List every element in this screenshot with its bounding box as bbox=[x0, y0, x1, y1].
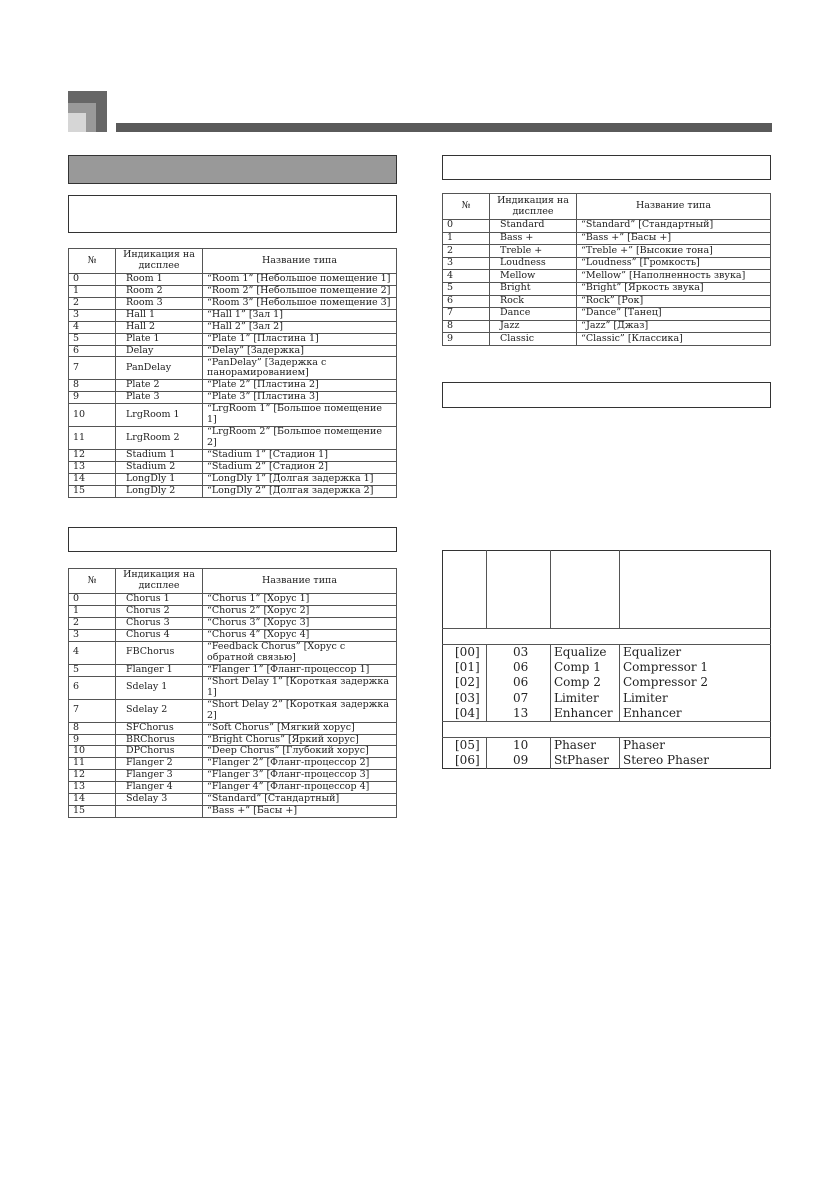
fx-group-1-rows bbox=[443, 645, 771, 722]
row-number: 14 bbox=[69, 794, 116, 806]
fx-display-name: Comp 1 bbox=[551, 660, 620, 675]
table-row bbox=[69, 392, 397, 404]
row-display-name: Classic bbox=[490, 333, 577, 346]
fx-row bbox=[443, 738, 771, 754]
row-number: 9 bbox=[69, 392, 116, 404]
row-display-name: Room 3 bbox=[116, 297, 203, 309]
row-type-name: “Rock” [Рок] bbox=[577, 295, 771, 308]
row-type-name: “Feedback Chorus” [Хорус с обратной связью] bbox=[203, 641, 397, 664]
row-number: 8 bbox=[69, 722, 116, 734]
row-type-name: “Bass +” [Басы +] bbox=[577, 232, 771, 245]
row-display-name: Flanger 4 bbox=[116, 782, 203, 794]
row-display-name: Plate 3 bbox=[116, 392, 203, 404]
row-display-name: Room 1 bbox=[116, 274, 203, 286]
row-number: 14 bbox=[69, 473, 116, 485]
row-number: 3 bbox=[69, 309, 116, 321]
row-display-name: Plate 1 bbox=[116, 333, 203, 345]
table-row bbox=[443, 257, 771, 270]
row-number: 4 bbox=[69, 321, 116, 333]
table-row bbox=[69, 664, 397, 676]
row-display-name: Hall 1 bbox=[116, 309, 203, 321]
reverb-section-heading bbox=[68, 155, 397, 184]
col-header-type-name: Название типа bbox=[203, 569, 397, 594]
row-number: 7 bbox=[443, 308, 490, 321]
table-row bbox=[69, 345, 397, 357]
reverb-rows bbox=[69, 274, 397, 498]
table-row bbox=[69, 641, 397, 664]
table-row bbox=[443, 320, 771, 333]
header-rule bbox=[116, 123, 772, 132]
row-type-name: “Bright” [Яркость звука] bbox=[577, 282, 771, 295]
fx-full-name: Equalizer bbox=[620, 645, 771, 661]
row-display-name: LrgRoom 2 bbox=[116, 427, 203, 450]
row-display-name: LrgRoom 1 bbox=[116, 404, 203, 427]
row-number: 4 bbox=[443, 270, 490, 283]
row-display-name: PanDelay bbox=[116, 357, 203, 380]
fx-value: 07 bbox=[487, 691, 551, 706]
table-row bbox=[69, 285, 397, 297]
row-number: 15 bbox=[69, 485, 116, 497]
table-row bbox=[69, 722, 397, 734]
row-type-name: “LrgRoom 1” [Большое помещение 1] bbox=[203, 404, 397, 427]
row-type-name: “Treble +” [Высокие тона] bbox=[577, 245, 771, 258]
col-header-type-name: Название типа bbox=[577, 194, 771, 220]
row-type-name: “Loudness” [Громкость] bbox=[577, 257, 771, 270]
table-row bbox=[443, 282, 771, 295]
row-number: 12 bbox=[69, 449, 116, 461]
row-display-name: Treble + bbox=[490, 245, 577, 258]
table-row bbox=[69, 605, 397, 617]
table-row bbox=[69, 321, 397, 333]
row-type-name: “Stadium 1” [Стадион 1] bbox=[203, 449, 397, 461]
row-display-name: Plate 2 bbox=[116, 380, 203, 392]
row-number: 5 bbox=[69, 664, 116, 676]
row-type-name: “Standard” [Стандартный] bbox=[203, 794, 397, 806]
fx-row bbox=[443, 645, 771, 661]
row-type-name: “LongDly 1” [Долгая задержка 1] bbox=[203, 473, 397, 485]
row-display-name: Dance bbox=[490, 308, 577, 321]
fx-number: [02] bbox=[455, 675, 480, 690]
fx-number: [03] bbox=[455, 690, 480, 705]
dsp-section-heading bbox=[442, 382, 771, 408]
fx-header-cell bbox=[551, 551, 620, 629]
row-number: 3 bbox=[443, 257, 490, 270]
row-type-name: “Chorus 4” [Хорус 4] bbox=[203, 629, 397, 641]
fx-header-cell bbox=[443, 551, 487, 629]
table-row bbox=[443, 333, 771, 346]
row-display-name: Hall 2 bbox=[116, 321, 203, 333]
row-display-name: LongDly 2 bbox=[116, 485, 203, 497]
table-row bbox=[69, 734, 397, 746]
fx-row bbox=[443, 753, 771, 769]
row-type-name: “Short Delay 1” [Короткая задержка 1] bbox=[203, 676, 397, 699]
row-number: 0 bbox=[69, 274, 116, 286]
table-row bbox=[443, 220, 771, 233]
reverb-subheading-box bbox=[68, 195, 397, 233]
fx-display-name: Comp 2 bbox=[551, 675, 620, 690]
header-corner-block-light bbox=[68, 113, 86, 132]
table-row bbox=[69, 758, 397, 770]
table-row bbox=[69, 699, 397, 722]
row-number: 9 bbox=[69, 734, 116, 746]
row-number: 6 bbox=[69, 676, 116, 699]
row-display-name: Stadium 1 bbox=[116, 449, 203, 461]
fx-header-cell bbox=[487, 551, 551, 629]
table-row bbox=[69, 770, 397, 782]
table-row bbox=[69, 449, 397, 461]
row-display-name: BRChorus bbox=[116, 734, 203, 746]
row-display-name: Stadium 2 bbox=[116, 461, 203, 473]
row-type-name: “Room 3” [Небольшое помещение 3] bbox=[203, 297, 397, 309]
row-display-name bbox=[116, 806, 203, 818]
row-type-name: “Flanger 2” [Фланг-процессор 2] bbox=[203, 758, 397, 770]
fx-value: 10 bbox=[487, 738, 551, 754]
row-type-name: “Standard” [Стандартный] bbox=[577, 220, 771, 233]
row-type-name: “LongDly 2” [Долгая задержка 2] bbox=[203, 485, 397, 497]
row-display-name: DPChorus bbox=[116, 746, 203, 758]
fx-display-name: Phaser bbox=[551, 738, 620, 754]
row-number: 13 bbox=[69, 782, 116, 794]
table-row bbox=[69, 461, 397, 473]
row-display-name: Flanger 3 bbox=[116, 770, 203, 782]
fx-full-name: Enhancer bbox=[620, 706, 771, 722]
chorus-rows bbox=[69, 594, 397, 818]
row-number: 7 bbox=[69, 357, 116, 380]
row-type-name: “Chorus 3” [Хорус 3] bbox=[203, 617, 397, 629]
table-row bbox=[69, 309, 397, 321]
row-number: 11 bbox=[69, 427, 116, 450]
reverb-type-table bbox=[68, 248, 397, 498]
dsp-effects-table bbox=[442, 550, 771, 769]
row-type-name: “Plate 2” [Пластина 2] bbox=[203, 380, 397, 392]
row-display-name: Chorus 2 bbox=[116, 605, 203, 617]
row-number: 10 bbox=[69, 404, 116, 427]
col-header-display: Индикация на дисплее bbox=[116, 569, 203, 594]
table-row bbox=[69, 806, 397, 818]
row-type-name: “Deep Chorus” [Глубокий хорус] bbox=[203, 746, 397, 758]
fx-full-name: Compressor 1 bbox=[620, 660, 771, 675]
table-row bbox=[443, 308, 771, 321]
row-number: 8 bbox=[69, 380, 116, 392]
table-row bbox=[69, 333, 397, 345]
table-row bbox=[69, 794, 397, 806]
row-type-name: “LrgRoom 2” [Большое помещение 2] bbox=[203, 427, 397, 450]
fx-display-name: StPhaser bbox=[551, 753, 620, 769]
fx-value: 06 bbox=[487, 675, 551, 690]
row-type-name: “PanDelay” [Задержка с панорамированием] bbox=[203, 357, 397, 380]
row-type-name: “Soft Chorus” [Мягкий хорус] bbox=[203, 722, 397, 734]
row-number: 11 bbox=[69, 758, 116, 770]
row-number: 7 bbox=[69, 699, 116, 722]
fx-full-name: Compressor 2 bbox=[620, 675, 771, 690]
row-type-name: “Delay” [Задержка] bbox=[203, 345, 397, 357]
row-display-name: Standard bbox=[490, 220, 577, 233]
fx-full-name: Phaser bbox=[620, 738, 771, 754]
row-type-name: “Jazz” [Джаз] bbox=[577, 320, 771, 333]
fx-full-name: Limiter bbox=[620, 691, 771, 706]
col-header-number: № bbox=[69, 569, 116, 594]
fx-number: [06] bbox=[455, 753, 480, 768]
row-type-name: “Flanger 4” [Фланг-процессор 4] bbox=[203, 782, 397, 794]
fx-value: 03 bbox=[487, 645, 551, 661]
row-number: 3 bbox=[69, 629, 116, 641]
row-number: 1 bbox=[443, 232, 490, 245]
row-display-name: LongDly 1 bbox=[116, 473, 203, 485]
row-number: 8 bbox=[443, 320, 490, 333]
row-display-name: Chorus 4 bbox=[116, 629, 203, 641]
table-row bbox=[69, 594, 397, 606]
row-display-name: Loudness bbox=[490, 257, 577, 270]
table-row bbox=[69, 782, 397, 794]
row-number: 1 bbox=[69, 605, 116, 617]
fx-display-name: Enhancer bbox=[551, 706, 620, 722]
fx-group-divider bbox=[443, 722, 771, 738]
row-number: 5 bbox=[443, 282, 490, 295]
row-type-name: “Bass +” [Басы +] bbox=[203, 806, 397, 818]
row-display-name: Room 2 bbox=[116, 285, 203, 297]
row-display-name: Bass + bbox=[490, 232, 577, 245]
row-display-name: Chorus 3 bbox=[116, 617, 203, 629]
table-row bbox=[443, 232, 771, 245]
fx-display-name: Limiter bbox=[551, 691, 620, 706]
row-type-name: “Chorus 1” [Хорус 1] bbox=[203, 594, 397, 606]
row-type-name: “Hall 2” [Зал 2] bbox=[203, 321, 397, 333]
fx-value: 09 bbox=[487, 753, 551, 769]
table-row bbox=[69, 404, 397, 427]
fx-header-cell bbox=[620, 551, 771, 629]
table-row bbox=[69, 676, 397, 699]
row-number: 2 bbox=[69, 297, 116, 309]
row-type-name: “Classic” [Классика] bbox=[577, 333, 771, 346]
fx-value: 06 bbox=[487, 660, 551, 675]
row-number: 6 bbox=[443, 295, 490, 308]
table-row bbox=[69, 485, 397, 497]
col-header-number: № bbox=[69, 249, 116, 274]
row-number: 2 bbox=[69, 617, 116, 629]
fx-row bbox=[443, 660, 771, 675]
row-display-name: Mellow bbox=[490, 270, 577, 283]
row-type-name: “Plate 1” [Пластина 1] bbox=[203, 333, 397, 345]
row-type-name: “Short Delay 2” [Короткая задержка 2] bbox=[203, 699, 397, 722]
table-row bbox=[69, 380, 397, 392]
fx-row bbox=[443, 675, 771, 690]
row-display-name: Bright bbox=[490, 282, 577, 295]
table-row bbox=[69, 473, 397, 485]
row-type-name: “Hall 1” [Зал 1] bbox=[203, 309, 397, 321]
chorus-section-heading bbox=[68, 527, 397, 552]
row-type-name: “Mellow” [Наполненность звука] bbox=[577, 270, 771, 283]
row-display-name: FBChorus bbox=[116, 641, 203, 664]
row-type-name: “Stadium 2” [Стадион 2] bbox=[203, 461, 397, 473]
table-row bbox=[443, 295, 771, 308]
row-display-name: Chorus 1 bbox=[116, 594, 203, 606]
row-display-name: Sdelay 3 bbox=[116, 794, 203, 806]
row-type-name: “Plate 3” [Пластина 3] bbox=[203, 392, 397, 404]
row-number: 15 bbox=[69, 806, 116, 818]
eq-rows bbox=[443, 220, 771, 346]
row-display-name: SFChorus bbox=[116, 722, 203, 734]
col-header-type-name: Название типа bbox=[203, 249, 397, 274]
eq-type-table bbox=[442, 193, 771, 346]
fx-number: [01] bbox=[455, 660, 480, 675]
fx-number: [05] bbox=[455, 738, 480, 753]
fx-value: 13 bbox=[487, 706, 551, 722]
row-number: 0 bbox=[69, 594, 116, 606]
row-type-name: “Bright Chorus” [Яркий хорус] bbox=[203, 734, 397, 746]
table-row bbox=[69, 357, 397, 380]
table-row bbox=[69, 746, 397, 758]
row-type-name: “Chorus 2” [Хорус 2] bbox=[203, 605, 397, 617]
fx-row bbox=[443, 691, 771, 706]
fx-group-divider bbox=[443, 629, 771, 645]
table-row bbox=[443, 245, 771, 258]
col-header-display: Индикация на дисплее bbox=[116, 249, 203, 274]
row-type-name: “Flanger 1” [Фланг-процессор 1] bbox=[203, 664, 397, 676]
table-row bbox=[69, 274, 397, 286]
fx-full-name: Stereo Phaser bbox=[620, 753, 771, 769]
row-number: 12 bbox=[69, 770, 116, 782]
fx-display-name: Equalize bbox=[551, 645, 620, 661]
row-number: 1 bbox=[69, 285, 116, 297]
fx-number: [04] bbox=[455, 705, 480, 720]
row-number: 6 bbox=[69, 345, 116, 357]
col-header-display: Индикация на дисплее bbox=[490, 194, 577, 220]
row-display-name: Flanger 2 bbox=[116, 758, 203, 770]
row-number: 5 bbox=[69, 333, 116, 345]
row-type-name: “Room 1” [Небольшое помещение 1] bbox=[203, 274, 397, 286]
row-number: 10 bbox=[69, 746, 116, 758]
row-display-name: Delay bbox=[116, 345, 203, 357]
eq-section-heading bbox=[442, 155, 771, 180]
row-display-name: Sdelay 2 bbox=[116, 699, 203, 722]
table-row bbox=[443, 270, 771, 283]
table-row bbox=[69, 427, 397, 450]
row-type-name: “Flanger 3” [Фланг-процессор 3] bbox=[203, 770, 397, 782]
row-type-name: “Room 2” [Небольшое помещение 2] bbox=[203, 285, 397, 297]
row-type-name: “Dance” [Танец] bbox=[577, 308, 771, 321]
row-display-name: Flanger 1 bbox=[116, 664, 203, 676]
chorus-type-table bbox=[68, 568, 397, 818]
table-row bbox=[69, 297, 397, 309]
row-display-name: Sdelay 1 bbox=[116, 676, 203, 699]
table-row bbox=[69, 629, 397, 641]
row-number: 13 bbox=[69, 461, 116, 473]
row-display-name: Jazz bbox=[490, 320, 577, 333]
row-number: 9 bbox=[443, 333, 490, 346]
fx-number: [00] bbox=[455, 645, 480, 659]
table-row bbox=[69, 617, 397, 629]
row-display-name: Rock bbox=[490, 295, 577, 308]
fx-row bbox=[443, 706, 771, 722]
col-header-number: № bbox=[443, 194, 490, 220]
row-number: 2 bbox=[443, 245, 490, 258]
row-number: 4 bbox=[69, 641, 116, 664]
fx-group-2-rows bbox=[443, 738, 771, 769]
row-number: 0 bbox=[443, 220, 490, 233]
